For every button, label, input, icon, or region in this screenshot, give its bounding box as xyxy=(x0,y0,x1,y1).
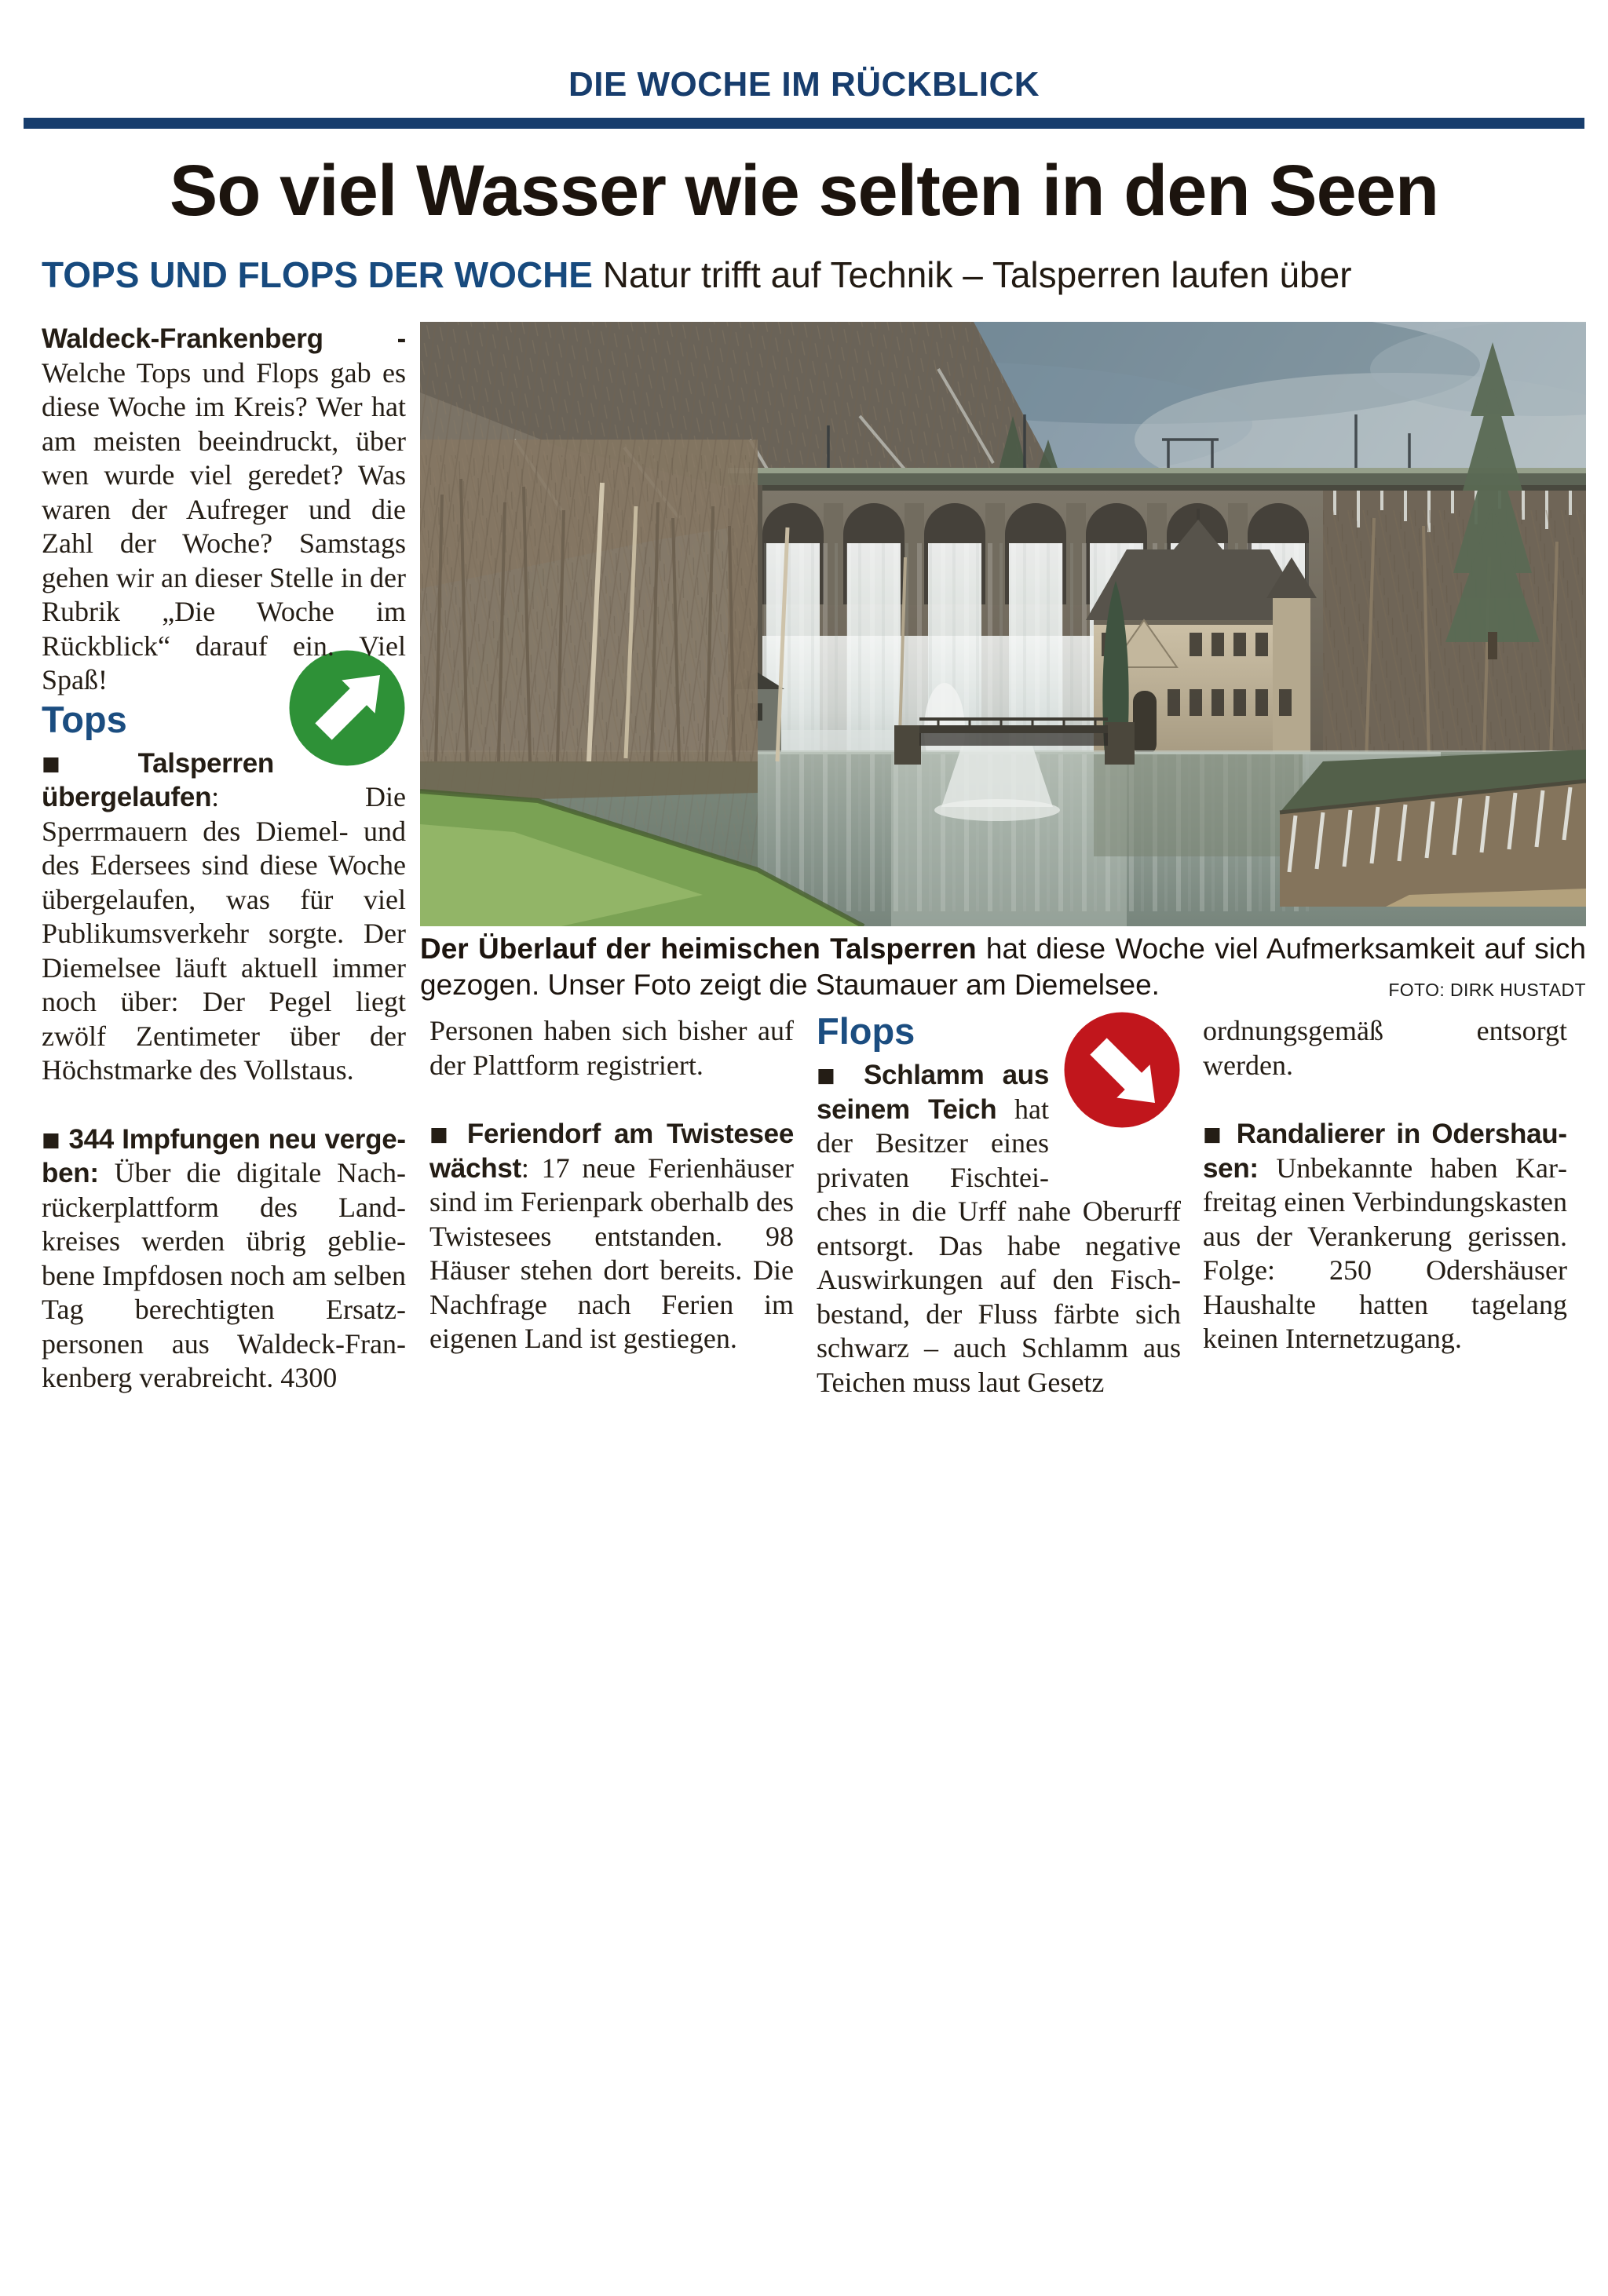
caption-lead: Der Überlauf der heimischen Talsperren xyxy=(420,933,977,965)
item-lead: Talsperren übergelaufen xyxy=(42,747,274,812)
intro-location: Waldeck-Frankenberg - xyxy=(42,323,406,354)
flops-arrow-down-icon xyxy=(1063,1011,1181,1129)
subhead-kicker: TOPS UND FLOPS DER WOCHE xyxy=(42,254,593,295)
dam-photo xyxy=(420,322,1586,926)
photo-caption xyxy=(420,931,1586,1003)
tops-heading: Tops xyxy=(42,698,127,740)
square-bullet-icon: ■ xyxy=(429,1122,455,1145)
square-bullet-icon: ■ xyxy=(42,1127,61,1151)
square-bullet-icon: ■ xyxy=(1203,1122,1226,1145)
headline: So viel Wasser wie selten in den Seen xyxy=(169,151,1439,231)
flops-item-randalierer xyxy=(1203,1117,1567,1356)
subhead xyxy=(42,254,1573,296)
tops-arrow-up-icon xyxy=(288,649,406,767)
flops-item-schlamm-continuation: ordnungsgemäß entsorgt werden. xyxy=(1203,1015,1567,1081)
intro-paragraph xyxy=(42,322,406,698)
item-lead: Feriendorf am Twistesee wächst xyxy=(429,1119,795,1184)
tops-item-impfungen xyxy=(42,1122,406,1396)
subhead-text: Natur trifft auf Technik – Talsperren laufen über xyxy=(592,254,1352,295)
column-4 xyxy=(1203,1014,1567,1356)
arrow-up-right-icon xyxy=(288,649,406,767)
photo-credit: FOTO: DIRK HUSTADT xyxy=(1388,980,1586,1000)
arrow-down-right-icon xyxy=(1063,1011,1181,1129)
column-1 xyxy=(42,322,406,1396)
item-lead: 344 Impfungen neu vergeben: xyxy=(42,1123,407,1188)
item-text: : Die Sperrmauern des Diemel- und des Edersees sind diese Woche übergelaufen, was für viel Publikumsverkehr sorgte. Der Diemelsee läuft aktuell immer noch über: Der Pegel liegt zwölf Zentimeter über der Höchstmarke des Vollstaus. xyxy=(42,781,406,1086)
item-lead: Schlamm aus seinem Teich xyxy=(817,1060,1049,1125)
item-text: hat der Besitzer eines privaten Fischteiches in die Urff nahe Oberurff entsorgt. Das habe negative Auswirkungen auf den Fischbestand, der Fluss färbte sich schwarz – auch Schlamm aus Teichen muss laut Gesetz xyxy=(817,1093,1181,1398)
square-bullet-icon: ■ xyxy=(817,1064,846,1086)
dam-photo-illustration xyxy=(420,322,1586,926)
item-lead: Randalierer in Odershausen: xyxy=(1203,1119,1568,1184)
item-text: Unbekannte haben Karfreitag einen Verbindungskasten aus der Verankerung gerissen. Folge: 250 Odershäuser Haushalte hatten tagelang keinen Internetzugang. xyxy=(1203,1152,1568,1354)
tops-item-impfungen-continuation: Personen haben sich bisher auf der Plattform registriert. xyxy=(429,1015,794,1081)
column-2 xyxy=(429,1014,794,1356)
flops-heading: Flops xyxy=(817,1010,915,1052)
masthead-title: DIE WOCHE IM RÜCKBLICK xyxy=(568,65,1040,104)
tops-item-talsperren xyxy=(42,746,406,1088)
masthead-rule xyxy=(24,118,1584,129)
caption-text: hat diese Woche viel Aufmerksamkeit auf sich gezogen. Unser Foto zeigt die Staumauer am Diemelsee. xyxy=(420,933,1586,1001)
intro-text: Welche Tops und Flops gab es diese Woche im Kreis? Wer hat am meisten beeindruckt, über wen wurde viel geredet? Was waren der Aufreger und die Zahl der Woche? Samstags gehen wir an dieser Stelle in der Rubrik „Die Woche im Rückblick“ darauf ein. Viel Spaß! xyxy=(42,356,406,695)
tops-item-feriendorf xyxy=(429,1117,794,1356)
column-3 xyxy=(817,1009,1181,1400)
item-text: Über die digitale Nachrückerplattform des Landkreises werden übrig gebliebene Impfdosen noch am selben Tag berechtigten Ersatzpersonen aus Waldeck-Frankenberg verabreicht. 4300 xyxy=(42,1157,406,1393)
item-text: : 17 neue Ferienhäuser sind im Ferienpark oberhalb des Twistesees entstanden. 98 Häuser stehen dort bereits. Die Nachfrage nach Ferien im eigenen Land ist gestiegen. xyxy=(429,1152,794,1354)
square-bullet-icon: ■ xyxy=(42,751,96,775)
